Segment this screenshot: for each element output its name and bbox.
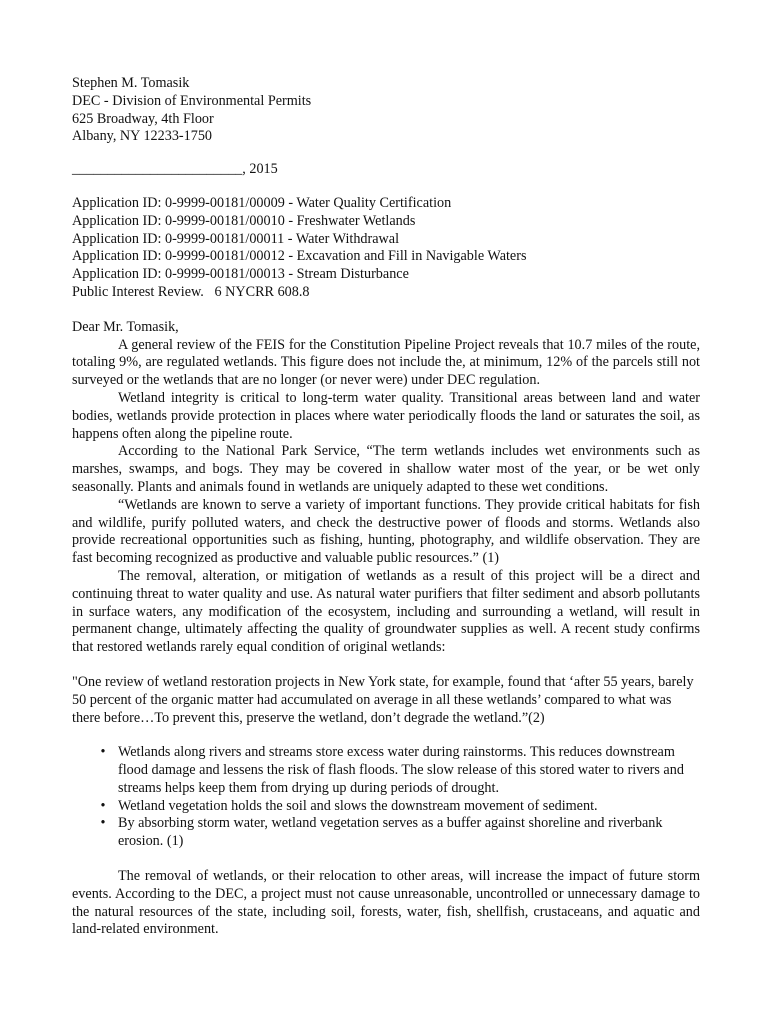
recipient-address — [72, 75, 700, 146]
recipient-name: Stephen M. Tomasik — [72, 75, 190, 91]
body-paragraph: A general review of the FEIS for the Constitution Pipeline Project reveals that 10.7 miles of the route, totaling 9%, are regulated wetlands. This figure does not include the, at minimum, 12% of the parcels still not surveyed or the wetlands that are no longer (or never were) under DEC regulation. — [72, 336, 700, 389]
body-paragraph: Wetland integrity is critical to long-term water quality. Transitional areas between land and water bodies, wetlands provide protection in places where water periodically floods the land or saturates the soil, as happens often along the pipeline route. — [72, 389, 700, 442]
recipient-city: Albany, NY 12233-1750 — [72, 128, 213, 145]
closing-paragraph: The removal of wetlands, or their relocation to other areas, will increase the impact of future storm events. According to the DEC, a project must not cause unreasonable, uncontrolled or unnecessary damage to the natural resources of the state, including soil, forests, water, fish, shellfish, crustaceans, and aquatic and land-related environment. — [72, 868, 700, 938]
application-line: Application ID: 0-9999-00181/00010 - Freshwater Wetlands — [72, 212, 416, 229]
application-line: Application ID: 0-9999-00181/00012 - Excavation and Fill in Navigable Waters — [72, 248, 527, 265]
block-quote: "One review of wetland restoration projects in New York state, for example, found that ‘after 55 years, barely 50 percent of the organic matter had accumulated on average in all these wetlands’ compared to what was there before…To prevent this, preserve the wetland, don’t degrade the wetland.”(2) — [72, 673, 694, 726]
application-line: Application ID: 0-9999-00181/00013 - Stream Disturbance — [72, 266, 409, 283]
bullet-list — [72, 744, 700, 851]
bullet-text: By absorbing storm water, wetland vegetation serves as a buffer against shoreline and riverbank erosion. (1) — [118, 815, 663, 850]
application-line: Application ID: 0-9999-00181/00009 - Water Quality Certification — [72, 194, 452, 211]
recipient-office: DEC - Division of Environmental Permits — [72, 92, 312, 109]
application-list — [72, 195, 700, 302]
body-paragraph: The removal, alteration, or mitigation of wetlands as a result of this project will be a direct and continuing threat to water quality and use. As natural water purifiers that filter sediment and absorb pollutants in surface waters, any modification of the ecosystem, including and surrounding a wetland, will result in permanent change, ultimately affecting the quality of groundwater supplies as well. A recent study confirms that restored wetlands rarely equal condition of original wetlands: — [72, 567, 700, 656]
list-item — [72, 744, 700, 797]
body-paragraph: According to the National Park Service, “The term wetlands includes wet environments such as marshes, swamps, and bogs. They may be covered in shallow water most of the year, or be wet only seasonally. Plants and animals found in wetlands are uniquely adapted to these wet conditions. — [72, 443, 700, 495]
bullet-marker: • — [100, 744, 106, 761]
salutation: Dear Mr. Tomasik, — [72, 318, 179, 335]
bullet-text: Wetlands along rivers and streams store excess water during rainstorms. This reduces downstream flood damage and lessens the risk of flash floods. The slow release of this stored water to rivers and streams helps keep them from drying up during periods of drought. — [118, 744, 684, 796]
list-item — [72, 815, 700, 851]
body-paragraph: “Wetlands are known to serve a variety of important functions. They provide critical habitats for fish and wildlife, purify polluted waters, and check the destructive power of floods and storms. Wetlands also provide recreational opportunities such as fishing, hunting, photography, and wildlife observation. They are fast becoming recognized as productive and valuable public resources.” (1) — [72, 496, 700, 567]
letter-page — [72, 75, 700, 939]
bullet-text: Wetland vegetation holds the soil and slows the downstream movement of sediment. — [118, 797, 598, 814]
application-line: Application ID: 0-9999-00181/00011 - Water Withdrawal — [72, 230, 400, 247]
bullet-marker: • — [100, 797, 106, 814]
date-line: ________________________, 2015 — [72, 161, 278, 178]
recipient-street: 625 Broadway, 4th Floor — [72, 110, 214, 127]
public-interest-review-line: Public Interest Review. 6 NYCRR 608.8 — [72, 283, 310, 300]
list-item — [72, 798, 700, 816]
bullet-marker: • — [100, 815, 106, 832]
